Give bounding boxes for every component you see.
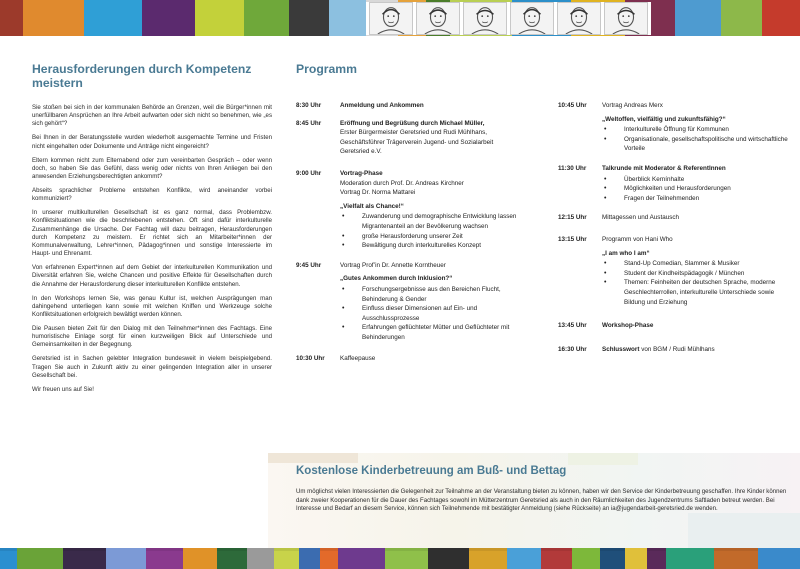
program-content <box>340 101 526 111</box>
program-bullet-list <box>602 175 788 204</box>
bottom-strip-segment <box>0 548 17 569</box>
bottom-color-strip <box>0 548 800 569</box>
top-strip-segment <box>675 0 721 36</box>
speaker-portraits <box>366 2 651 35</box>
program-time: 16:30 Uhr <box>558 345 587 353</box>
program-entry <box>296 119 526 157</box>
bottom-strip-segment <box>600 548 625 569</box>
program-entry-title: Vortrag Andreas Merx <box>602 102 663 109</box>
top-strip-segment <box>84 0 141 36</box>
program-bullet-list <box>340 285 526 343</box>
bottom-strip-segment <box>469 548 507 569</box>
program-entry <box>558 164 788 203</box>
portrait-5 <box>557 2 601 35</box>
intro-paragraph: Bei Ihnen in der Beratungsstelle wurden wiederholt ausgemachte Termine und Fristen nicht eingehalten oder Dokumente und Anträge nicht eingereicht? <box>32 134 272 150</box>
program-entry-title-text: Vortrag-Phase <box>340 169 383 177</box>
program-bullet: • große Herausforderung unserer Zeit <box>340 232 526 242</box>
intro-paragraph: Geretsried ist in Sachen gelebter Integration bundesweit in vielem beispielgebend. Tragen Sie auch in Zukunft aktiv zu einer gelingenden Integration aller in unserer Gesellschaft bei. <box>32 355 272 379</box>
program-bullet-list <box>602 125 788 154</box>
intro-paragraph: Abseits sprachlicher Probleme entstehen Konflikte, wird aneinander vorbei kommuniziert? <box>32 187 272 203</box>
program-talk-title: „Vielfalt als Chance!“ <box>340 202 404 210</box>
bottom-strip-segment <box>625 548 647 569</box>
intro-paragraph: Wir freuen uns auf Sie! <box>32 385 94 393</box>
intro-title: Herausforderungen durch Kompetenz meistern <box>32 62 252 90</box>
program-column-left <box>296 101 526 364</box>
program-entry-line: Vortrag Dr. Norma Mattarei <box>340 189 416 197</box>
program-content <box>340 169 526 251</box>
program-entry <box>296 169 526 251</box>
program-time: 11:30 Uhr <box>558 164 587 172</box>
top-strip-segment <box>195 0 244 36</box>
top-strip-segment <box>23 0 84 36</box>
intro-paragraph: Sie stoßen bei sich in der kommunalen Behörde an Grenzen, weil die Bürger*innen mit unerfüllbaren Ansprüchen an Ihre Arbeit aufwarten oder sich nicht so benehmen, wie „es sich gehört“? <box>32 104 272 128</box>
program-entry-title-text: Eröffnung und Begrüßung durch Michael Müller, <box>340 119 485 127</box>
childcare-title: Kostenlose Kinderbetreuung am Buß- und Bettag <box>296 465 567 477</box>
program-entry-line: Erster Bürgermeister Geretsried und Rudi Mühlhans, <box>340 129 487 137</box>
top-strip-segment <box>329 0 365 36</box>
bottom-strip-segment <box>428 548 469 569</box>
program-bullet: • Forschungsergebnisse aus den Bereichen Flucht, Behinderung & Gender <box>340 285 526 304</box>
program-entry-title-text: Anmeldung und Ankommen <box>340 102 424 109</box>
program-entry <box>558 321 788 331</box>
program-time: 12:15 Uhr <box>558 214 587 222</box>
program-bullet: • Zuwanderung und demographische Entwicklung lassen Migrantenanteil an der Bevölkerung wachsen <box>340 212 526 231</box>
top-strip-segment <box>142 0 195 36</box>
program-talk-title: „Gutes Ankommen durch Inklusion?“ <box>340 275 453 283</box>
program-entry-title-text: Workshop-Phase <box>602 322 654 330</box>
program-entry <box>296 354 526 364</box>
program-bullet: • Themen: Feinheiten der deutschen Sprache, moderne Geschlechterrollen, interkulturelle Unterschiede sowie Bildung und Erziehung <box>602 278 788 307</box>
bottom-strip-segment <box>146 548 183 569</box>
bottom-strip-segment <box>183 548 217 569</box>
program-content <box>340 261 526 343</box>
program-entry-line: Geschäftsführer Trägerverein Jugend- und Sozialarbeit <box>340 138 494 146</box>
program-entry <box>558 345 788 355</box>
portrait-1 <box>369 2 413 35</box>
program-entry <box>558 101 788 154</box>
top-strip-segment <box>289 0 330 36</box>
top-strip-segment <box>762 0 800 36</box>
program-entry <box>558 213 788 223</box>
program-content <box>602 164 788 203</box>
program-content <box>340 119 526 157</box>
bottom-strip-segment <box>106 548 146 569</box>
program-entry <box>558 235 788 307</box>
program-entry <box>296 261 526 343</box>
program-entry-title <box>602 345 788 355</box>
bottom-strip-segment <box>338 548 385 569</box>
top-strip-segment <box>721 0 763 36</box>
childcare-box <box>268 453 800 548</box>
bottom-strip-segment <box>666 548 714 569</box>
bottom-strip-segment <box>320 548 338 569</box>
intro-paragraph: In den Workshops lernen Sie, was genau Kultur ist, welchen Ausprägungen man dahingehend unterliegen kann sowie mit welchen Kniffen und Werkzeuge solche Konfliktsituationen erfolgreich bewältigt werden können. <box>32 294 272 319</box>
program-entry-title: Mittagessen und Austausch <box>602 214 680 222</box>
bottom-strip-segment <box>385 548 429 569</box>
program-entry-title: Vortrag Prof’in Dr. Annette Korntheuer <box>340 261 446 269</box>
intro-column <box>32 62 272 400</box>
bottom-strip-segment <box>758 548 799 569</box>
program-entry-title: Programm von Hani Who <box>602 235 673 243</box>
bottom-strip-segment <box>572 548 600 569</box>
program-entry-title-rest: von BGM / Rudi Mühlhans <box>639 345 715 353</box>
program-entry-title <box>340 169 526 179</box>
bottom-strip-segment <box>274 548 298 569</box>
program-column-right <box>558 101 788 354</box>
program-time: 9:45 Uhr <box>296 261 322 269</box>
program-content <box>602 101 788 154</box>
program-time: 10:45 Uhr <box>558 102 587 109</box>
portrait-3 <box>463 2 507 35</box>
program-time: 9:00 Uhr <box>296 169 322 177</box>
program-time: 8:30 Uhr <box>296 102 322 109</box>
program-entry-title <box>340 119 526 129</box>
program-time: 10:30 Uhr <box>296 355 325 363</box>
bottom-strip-segment <box>217 548 247 569</box>
program-content <box>602 235 788 307</box>
program-time: 13:15 Uhr <box>558 235 587 243</box>
bottom-strip-segment <box>507 548 541 569</box>
bottom-strip-segment <box>714 548 759 569</box>
bottom-strip-segment <box>247 548 274 569</box>
program-entry-title <box>602 164 788 174</box>
program-entry-title <box>602 321 788 331</box>
bottom-strip-segment <box>17 548 63 569</box>
intro-paragraph: Eltern kommen nicht zum Elternabend oder zum vereinbarten Gespräch – oder wenn doch, so haben Sie das Gefühl, dass wenig oder nichts von Ihren Anliegen bei den anwesenden Erziehungsberechtigten ankommt? <box>32 156 272 181</box>
bottom-strip-segment <box>541 548 572 569</box>
program-bullet: • Organisationale, gesellschaftspolitische und wirtschaftliche Vorteile <box>602 135 788 154</box>
program-content <box>602 345 788 355</box>
intro-paragraph: Die Pausen bieten Zeit für den Dialog mit den Teilnehmer*innen des Fachtags. Eine humoristische Einlage sorgt für einen kurzweiligen Blick auf Unterschiede und Gemeinsamkeiten in der Begegnung. <box>32 325 272 349</box>
program-entry-title: Kaffeepause <box>340 355 376 363</box>
bottom-strip-segment <box>299 548 320 569</box>
program-bullet: • Überblick Kernínhalte <box>602 175 788 185</box>
program-talk-title: „I am who I am“ <box>602 249 650 257</box>
intro-paragraphs <box>32 104 272 394</box>
program-entry-title-text: Talkrunde mit Moderator & ReferentInnen <box>602 164 726 172</box>
program-entry-line: Geretsried e.V. <box>340 148 382 156</box>
program-entry-title <box>340 101 526 111</box>
intro-paragraph: In unserer multikulturellen Gesellschaft ist es ganz normal, dass Problembzw. Konfliktsituationen wie die beschriebenen entstehen. Oft sind dafür interkulturelle Zusammenhänge die Ursache. Der Fachtag will dazu beitragen, Herausforderungen durch Kompetenz zu meistern. Er richtet sich an Mitarbeiter*innen der Kommunalverwaltung, Lehrer*innen, Pädagog*innen und sonstige Interessierte im Haupt- und Ehrenamt. <box>32 209 272 258</box>
program-bullet: • Möglichkeiten und Herausforderungen <box>602 184 788 194</box>
program-talk-title: „Weltoffen, vielfältig und zukunftsfähig?“ <box>602 115 726 123</box>
program-bullet: • Fragen der Teilnehmenden <box>602 194 788 204</box>
program-bullet-list <box>340 212 526 250</box>
program-time: 13:45 Uhr <box>558 322 587 330</box>
top-strip-segment <box>0 0 23 36</box>
bottom-strip-segment <box>63 548 106 569</box>
program-bullet: • Einfluss dieser Dimensionen auf Ein- und Ausschlussprozesse <box>340 304 526 323</box>
program-content <box>602 213 788 223</box>
portrait-2 <box>416 2 460 35</box>
bottom-strip-segment <box>647 548 666 569</box>
childcare-text: Um möglichst vielen Interessierten die Gelegenheit zur Teilnahme an der Veranstaltung bieten zu können, haben wir den Service der Kinderbetreuung geschaffen. Ihre Kinder können dank zweier Kooperationen für die Dauer des Fachtages sowohl im Mütterzentrum Geretsried als auch in den Räumlichkeiten des Jugendzentrums Saftladen betreut werden. Bei Interesse und Bedarf an diesem Service, können sich Teilnehmende mit bestätigter Anmeldung (siehe Rückseite) an ia@jugendarbeit-geretsried.de wenden. <box>296 488 787 512</box>
program-time: 8:45 Uhr <box>296 119 322 127</box>
program-bullet: • Interkulturelle Öffnung für Kommunen <box>602 125 788 135</box>
program-bullet: • Bewältigung durch interkulturelles Konzept <box>340 241 526 251</box>
program-content <box>340 354 526 364</box>
program-entry-line: Moderation durch Prof. Dr. Andreas Kirchner <box>340 179 464 187</box>
program-title: Programm <box>296 62 357 76</box>
top-strip-segment <box>244 0 289 36</box>
portrait-6 <box>604 2 648 35</box>
program-bullet-list <box>602 259 788 307</box>
program-bullet: • Stand-Up Comedian, Slammer & Musiker <box>602 259 788 269</box>
intro-paragraph: Von erfahrenen Expert*innen auf dem Gebiet der interkulturellen Kommunikation und Diversität erfahren Sie, welche Chancen und positive Effekte für Gesellschaften durch die Annahme der Herausforderung dieser interkulturellen Konflikte entstehen. <box>32 264 272 288</box>
program-content <box>602 321 788 331</box>
program-bullet: • Student der Kindheitspädagogik / München <box>602 269 788 279</box>
program-entry-title-text: Schlusswort <box>602 345 640 353</box>
portrait-4 <box>510 2 554 35</box>
program-entry <box>296 101 526 111</box>
program-bullet: • Erfahrungen geflüchteter Mütter und Geflüchteter mit Behinderungen <box>340 323 526 342</box>
